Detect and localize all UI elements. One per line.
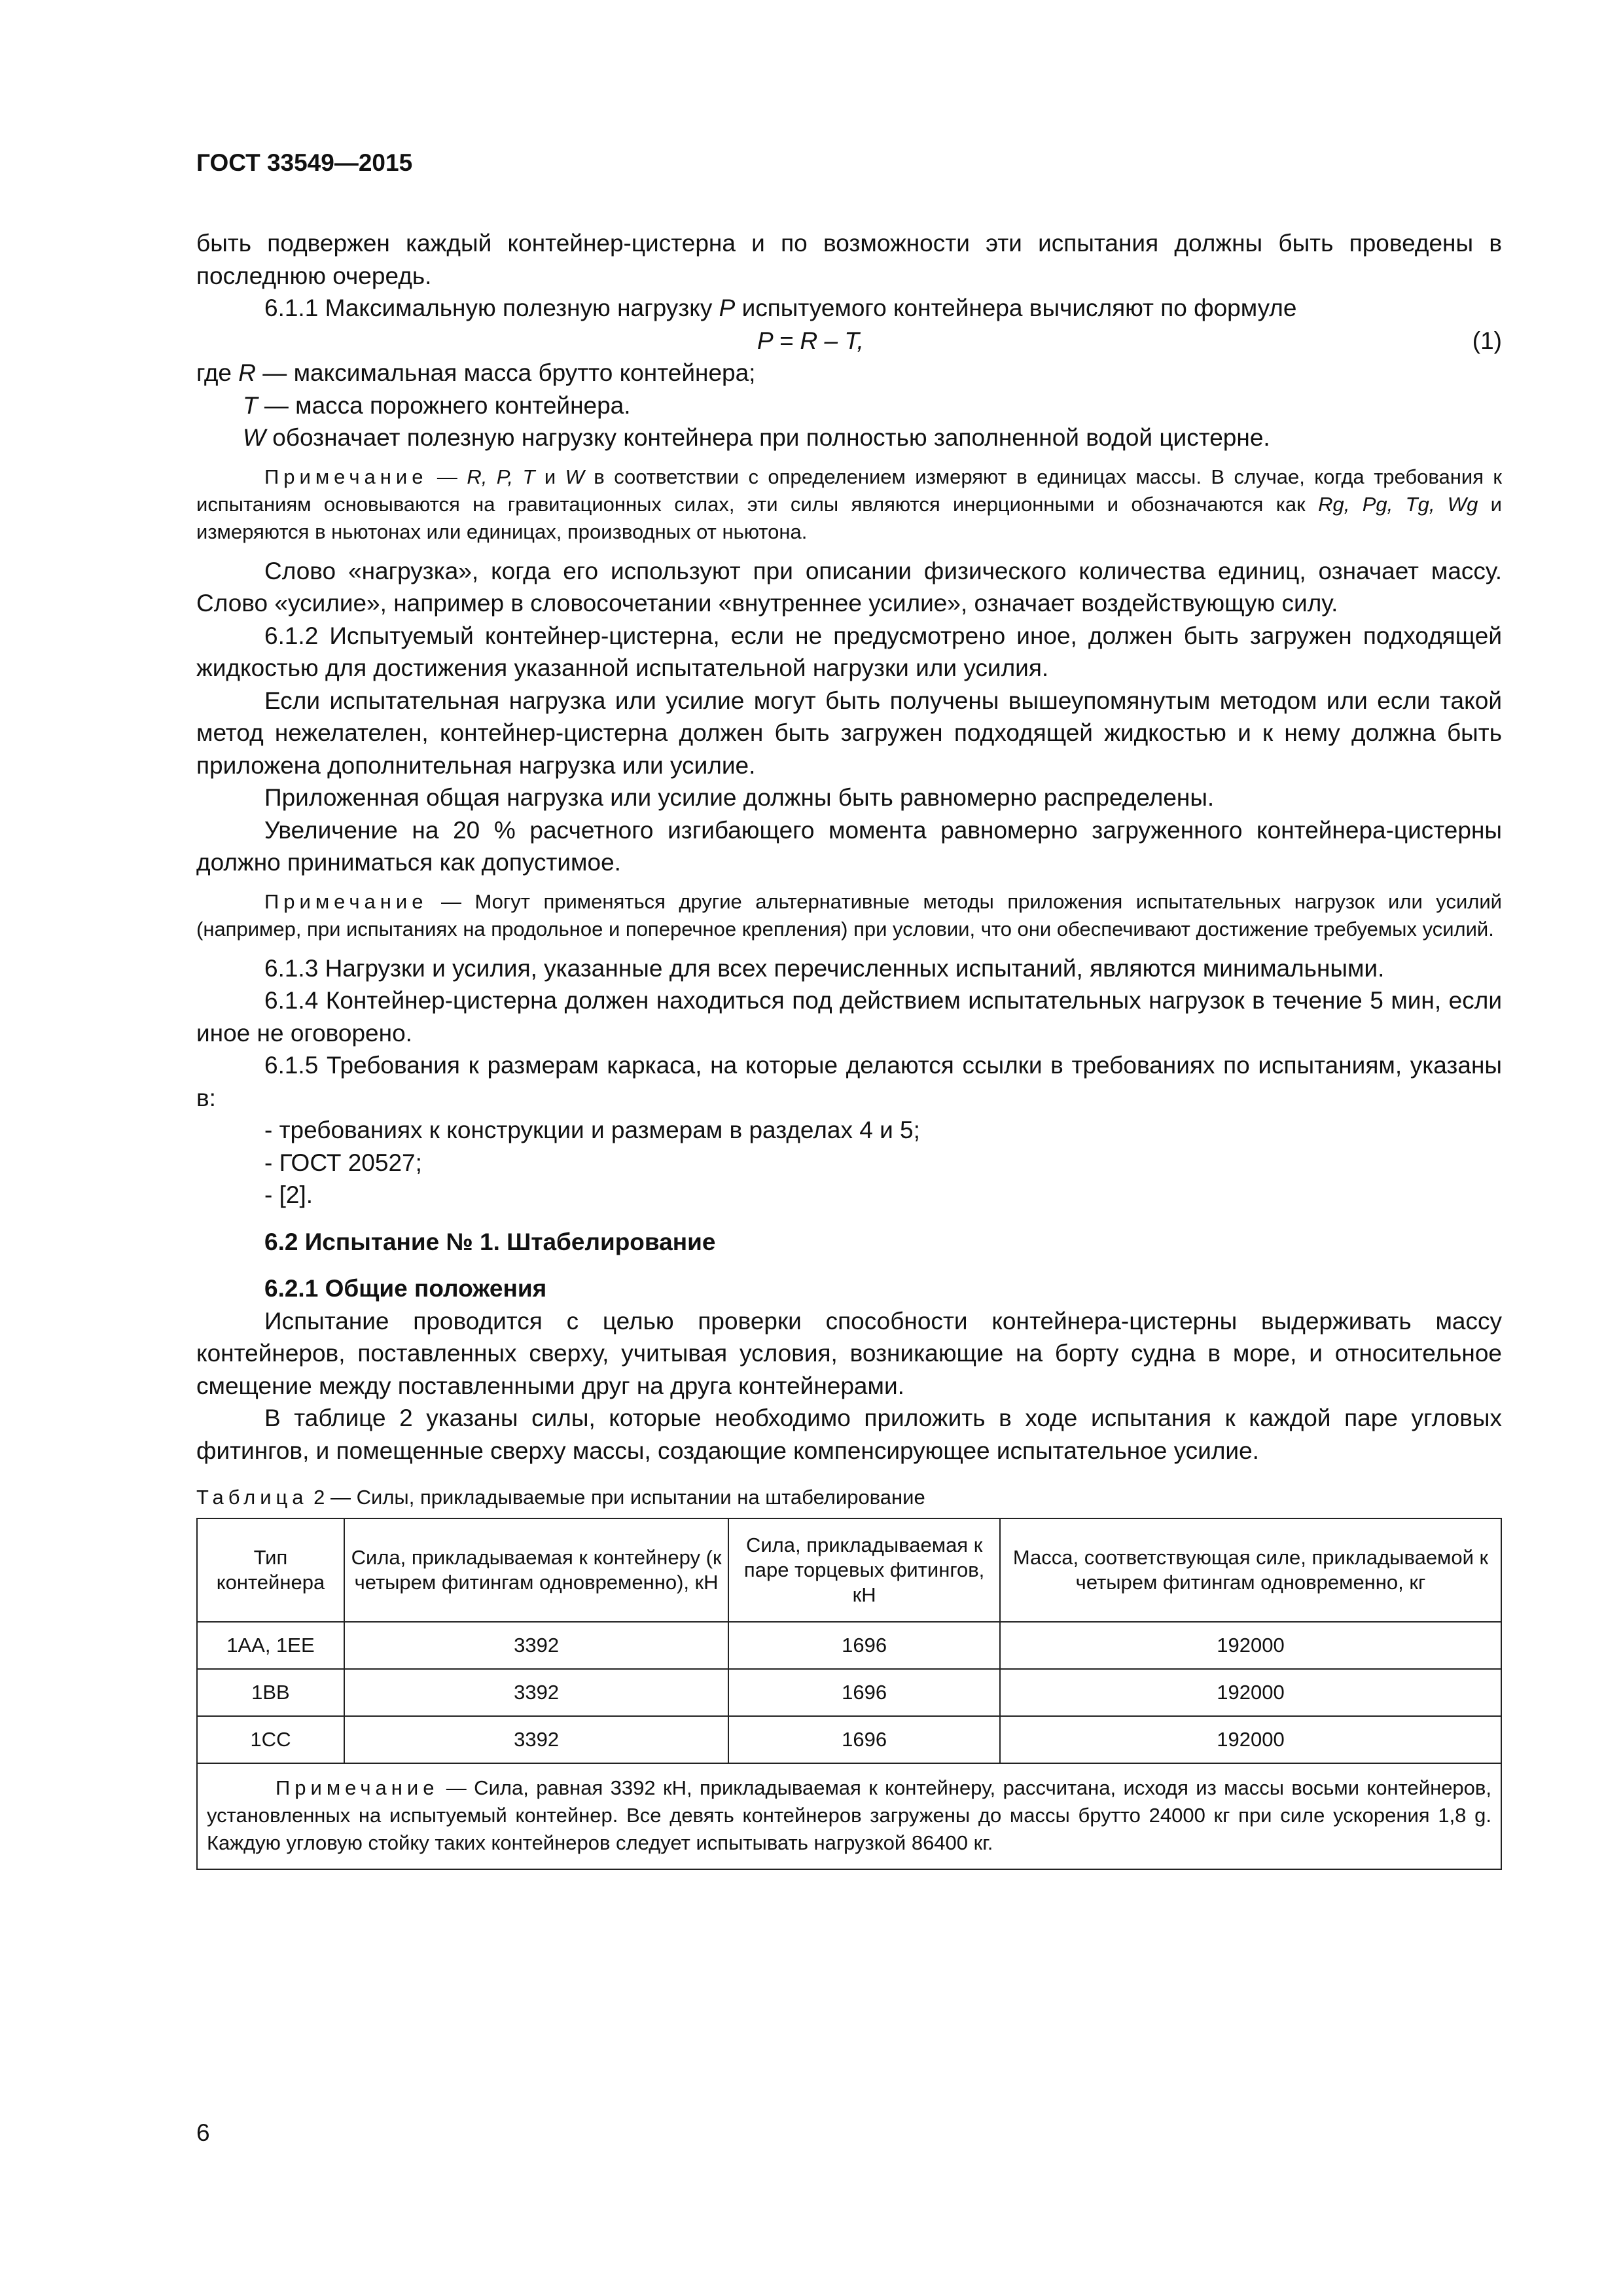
paragraph: Увеличение на 20 % расчетного изгибающего момента равномерно загруженного контейнера-цистерны должно приниматься как допустимое. <box>196 816 1502 876</box>
paragraph: Испытание проводится с целью проверки способности контейнера-цистерны выдерживать массу контейнеров, поставленных сверху, учитывая условия, возникающие на борту судна в море, и относительное смещение между поставленными друг на друга контейнерами. <box>196 1307 1502 1399</box>
paragraph-6-1-5: 6.1.5 Требования к размерам каркаса, на которые делаются ссылки в требованиях по испытаниям, указаны в: <box>196 1052 1502 1111</box>
table-note-cell: Примечание — Сила, равная 3392 кН, прикладываемая к контейнеру, рассчитана, исходя из массы восьми контейнеров, установленных на испытуемый контейнер. Все девять контейнеров загружены до массы брутто 24000 кг при силе ускорения 1,8 g. Каждую угловую стойку таких контейнеров следует испытывать нагрузкой 86400 кг. <box>197 1763 1501 1869</box>
table-cell: 3392 <box>344 1622 728 1669</box>
note-2: Примечание — Могут применяться другие альтернативные методы приложения испытательных нагрузок или усилий (например, при испытаниях на продольное и поперечное крепления) при условии, что они обеспечивают достижение требуемых усилий. <box>196 889 1502 941</box>
table-row <box>197 1716 1501 1763</box>
table-header-row <box>197 1518 1501 1622</box>
table-cell: 3392 <box>344 1669 728 1716</box>
table-header-cell: Сила, прикладываемая к паре торцевых фитингов, кН <box>728 1518 1000 1622</box>
page-number: 6 <box>196 2119 210 2146</box>
forces-table <box>196 1518 1502 1870</box>
paragraph-6-1-4: 6.1.4 Контейнер-цистерна должен находиться под действием испытательных нагрузок в течение 5 мин, если иное не оговорено. <box>196 987 1502 1047</box>
paragraph: быть подвержен каждый контейнер-цистерна и по возможности эти испытания должны быть проведены в последнюю очередь. <box>196 230 1502 289</box>
document-id-header: ГОСТ 33549—2015 <box>196 149 413 176</box>
list-item: - [2]. <box>264 1181 313 1208</box>
table-cell: 1696 <box>728 1716 1000 1763</box>
table-cell: 1ВВ <box>197 1669 344 1716</box>
list-item: - требованиях к конструкции и размерам в разделах 4 и 5; <box>264 1117 920 1143</box>
table-note-row <box>197 1763 1501 1869</box>
table-header-cell: Тип контейнера <box>197 1518 344 1622</box>
formula-1 <box>196 325 1502 357</box>
paragraph-6-1-3: 6.1.3 Нагрузки и усилия, указанные для всех перечисленных испытаний, являются минимальными. <box>264 954 1385 982</box>
section-heading-6-2-1: 6.2.1 Общие положения <box>264 1275 547 1302</box>
table-caption: Таблица 2 — Силы, прикладываемые при испытании на штабелирование <box>196 1486 925 1509</box>
table-cell: 1АА, 1ЕЕ <box>197 1622 344 1669</box>
table-cell: 1696 <box>728 1622 1000 1669</box>
table-cell: 192000 <box>1000 1622 1501 1669</box>
page-content <box>196 227 1502 1870</box>
paragraph: Если испытательная нагрузка или усилие могут быть получены вышеупомянутым методом или если такой метод нежелателен, контейнер-цистерна должен быть загружен подходящей жидкостью и к нему должна быть приложена дополнительная нагрузка или усилие. <box>196 687 1502 779</box>
table-header-cell: Масса, соответствующая силе, прикладываемой к четырем фитингам одновременно, кг <box>1000 1518 1501 1622</box>
table-header-cell: Сила, прикладываемая к контейнеру (к четырем фитингам одновременно), кН <box>344 1518 728 1622</box>
table-row <box>197 1669 1501 1716</box>
table-cell: 1СС <box>197 1716 344 1763</box>
paragraph: Слово «нагрузка», когда его используют при описании физического количества единиц, означает массу. Слово «усилие», например в словосочетании «внутреннее усилие», означает воздействующую силу. <box>196 557 1502 617</box>
where-line-t: T — масса порожнего контейнера. <box>243 391 631 419</box>
where-line-w: W обозначает полезную нагрузку контейнера при полностью заполненной водой цистерне. <box>243 424 1270 451</box>
table-cell: 3392 <box>344 1716 728 1763</box>
formula-expression: P = R – T, <box>757 327 864 354</box>
paragraph-6-1-2: 6.1.2 Испытуемый контейнер-цистерна, если не предусмотрено иное, должен быть загружен подходящей жидкостью для достижения указанной испытательной нагрузки или усилия. <box>196 622 1502 681</box>
section-heading-6-2: 6.2 Испытание № 1. Штабелирование <box>264 1228 716 1255</box>
where-line: где R — максимальная масса брутто контейнера; <box>196 359 756 386</box>
table-cell: 192000 <box>1000 1669 1501 1716</box>
paragraph-6-1-1: 6.1.1 Максимальную полезную нагрузку Р испытуемого контейнера вычисляют по формуле <box>264 295 1297 321</box>
note-1: Примечание — R, P, T и W в соответствии с определением измеряют в единицах массы. В случае, когда требования к испытаниям основываются на гравитационных силах, эти силы являются инерционными и обозначаются как Rg, Pg, Tg, Wg и измеряются в ньютонах или единицах, производных от ньютона. <box>196 465 1503 543</box>
table-cell: 1696 <box>728 1669 1000 1716</box>
list-item: - ГОСТ 20527; <box>264 1149 422 1176</box>
paragraph: В таблице 2 указаны силы, которые необходимо приложить в ходе испытания к каждой паре угловых фитингов, и помещенные сверху массы, создающие компенсирующее испытательное усилие. <box>196 1405 1502 1464</box>
formula-number: (1) <box>1472 327 1502 354</box>
table-cell: 192000 <box>1000 1716 1501 1763</box>
paragraph: Приложенная общая нагрузка или усилие должны быть равномерно распределены. <box>264 784 1215 811</box>
table-row <box>197 1622 1501 1669</box>
